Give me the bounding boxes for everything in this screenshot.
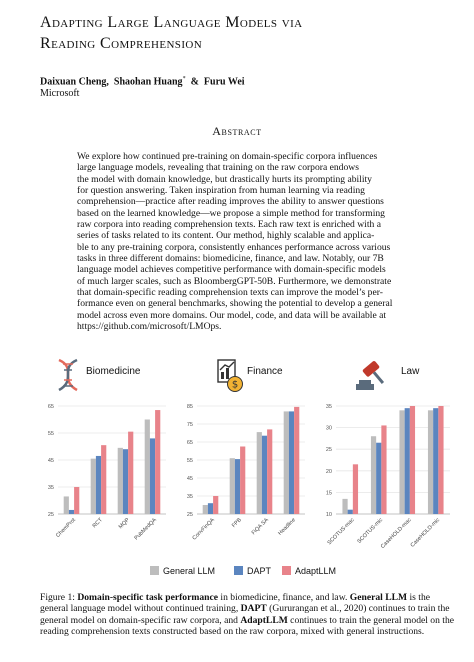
bar — [230, 458, 235, 514]
abstract-line: We explore how continued pre-training on domain-specific corpora influences — [77, 151, 378, 162]
x-tick-label: FiQA SA — [250, 517, 270, 537]
bar — [145, 420, 150, 515]
y-tick-label: 85 — [186, 404, 193, 410]
chart-title: Finance — [247, 366, 283, 377]
caption-text-2: is the general language model without continued training, — [40, 592, 431, 615]
y-tick-label: 75 — [186, 422, 193, 428]
bar — [213, 496, 218, 514]
bar — [348, 510, 353, 514]
bar — [150, 438, 155, 514]
caption-bold-3: DAPT — [240, 603, 267, 615]
caption-bold-4: AdaptLLM — [240, 614, 288, 626]
y-tick-label: 35 — [47, 485, 54, 491]
bar — [155, 410, 160, 514]
bar — [399, 410, 404, 514]
abstract-line: the model with domain knowledge, but drastically hurts its prompting ability — [77, 173, 372, 185]
chart-title: Law — [401, 366, 420, 377]
legend-swatch — [150, 566, 159, 575]
y-tick-label: 65 — [186, 440, 193, 446]
bar — [381, 425, 386, 514]
bar — [428, 410, 433, 514]
caption-number: Figure 1: — [40, 592, 75, 603]
bar — [74, 487, 79, 514]
x-tick-label: RCT — [91, 517, 104, 530]
abstract-line: comprehension—practice after reading improves the ability to answer questions — [77, 196, 384, 208]
y-tick-label: 35 — [186, 494, 193, 500]
bar — [410, 406, 415, 514]
abstract-line: for question answering. Taken inspiration from human learning via reading — [77, 185, 365, 197]
paper-title-line1: Adapting Large Language Models via — [40, 14, 303, 31]
x-tick-label: CaseHOLD-mac — [379, 517, 413, 550]
abstract-line: formance even on general benchmarks, showing the potential to develop a general — [77, 298, 393, 310]
paper-title-line2: Reading Comprehension — [40, 35, 203, 52]
bar — [208, 503, 213, 514]
affiliation: Microsoft — [40, 88, 80, 99]
x-tick-label: PubMedQA — [133, 517, 158, 542]
x-tick-label: FPB — [231, 517, 243, 529]
chart-header — [354, 358, 450, 398]
bar — [64, 496, 69, 514]
bar — [371, 436, 376, 514]
chart-title: Biomedicine — [86, 366, 141, 377]
author-3: Furu Wei — [203, 76, 245, 88]
paper-title — [40, 12, 460, 54]
bar — [284, 411, 289, 514]
legend-item-general — [150, 566, 215, 576]
y-tick-label: 20 — [325, 468, 332, 475]
author-sep: & — [190, 76, 199, 88]
abstract-line: of much larger scales, such as BloombergGPT-50B. Furthermore, we demonstrate — [77, 275, 392, 287]
bar — [91, 459, 96, 514]
y-tick-label: 55 — [186, 458, 193, 464]
y-tick-label: 45 — [186, 476, 193, 482]
abstract-line: series of tasks related to its content. Our method, highly scalable and applica- — [77, 230, 375, 242]
gavel-icon — [354, 358, 388, 392]
bar — [128, 432, 133, 514]
legend-label: AdaptLLM — [295, 566, 337, 576]
author-2: Shaohan Huang — [113, 76, 183, 88]
abstract-line: tasks in three different domains: biomedicine, finance, and law. Notably, our 7B — [77, 253, 384, 265]
bar — [235, 459, 240, 514]
legend-label: General LLM — [163, 566, 216, 576]
chart-legend — [150, 566, 450, 580]
bar — [257, 432, 262, 514]
bar — [438, 406, 443, 514]
bar — [376, 443, 381, 514]
bar — [123, 449, 128, 514]
bar — [69, 510, 74, 514]
bar — [262, 436, 267, 514]
bar — [342, 499, 347, 514]
x-tick-label: SCOTUS-mac — [326, 517, 356, 547]
caption-text-1: in biomedicine, finance, and law. — [218, 592, 350, 603]
abstract-line: raw corpora into reading comprehension texts. Each raw text is enriched with a — [77, 219, 381, 231]
legend-label: DAPT — [247, 566, 272, 576]
x-tick-label: MQP — [117, 517, 131, 531]
y-tick-label: 10 — [325, 512, 332, 518]
abstract-body — [77, 151, 398, 333]
y-tick-label: 25 — [47, 512, 54, 518]
bar — [118, 448, 123, 514]
caption-text-4: continues to train the general model on the reading comprehension texts constructed based on the raw corpora, mixed with general instructions. — [40, 614, 455, 637]
y-tick-label: 65 — [47, 404, 54, 410]
abstract-line: ble to any pre-training corpora, consistently enhances performance across various — [77, 241, 391, 253]
bar — [353, 464, 358, 514]
bar — [101, 445, 106, 514]
caption-text-3: (Gururangan et al., 2020) continues to train the general model on domain-specific raw corpora, and — [40, 603, 450, 626]
abstract-line: https://github.com/microsoft/LMOps. — [77, 321, 222, 333]
chart-header — [215, 358, 309, 398]
legend-item-adaptllm — [282, 566, 336, 576]
bar — [294, 407, 299, 514]
bar — [203, 505, 208, 514]
x-tick-label: SCOTUS-mic — [356, 517, 385, 545]
bar — [96, 456, 101, 514]
figure-caption — [40, 592, 456, 637]
y-tick-label: 55 — [47, 431, 54, 437]
abstract-line: language model achieves competitive performance with domain-specific models — [77, 264, 386, 276]
caption-bold-1: Domain-specific task performance — [77, 592, 219, 603]
y-tick-label: 45 — [47, 458, 54, 464]
abstract-line: that domain-specific reading comprehension texts can improve the model’s per- — [77, 287, 383, 299]
x-tick-label: ChemProt — [55, 517, 77, 539]
caption-bold-2: General LLM — [349, 592, 408, 603]
y-tick-label: 25 — [325, 447, 332, 454]
bar — [405, 408, 410, 514]
chart-header — [54, 358, 164, 398]
x-tick-label: Headline — [277, 517, 297, 537]
bar — [240, 447, 245, 515]
abstract-line: model across even more domains. Our model, code, and data will be available at — [77, 309, 387, 321]
abstract-line: based on the learned knowledge—we propose a simple method for transforming — [77, 207, 385, 219]
abstract-heading: Abstract — [212, 124, 262, 138]
legend-item-dapt — [234, 566, 271, 576]
legend-swatch — [282, 566, 291, 575]
money-growth-icon — [215, 358, 245, 394]
y-tick-label: 25 — [186, 512, 193, 518]
author-2-mark: * — [182, 76, 186, 82]
y-tick-label: 15 — [325, 490, 332, 497]
x-tick-label: ConvFinQA — [191, 517, 216, 542]
svg-text:$: $ — [231, 379, 239, 391]
dna-icon — [54, 358, 82, 392]
bar — [433, 408, 438, 514]
author-1: Daixuan Cheng, — [40, 76, 109, 88]
y-tick-label: 30 — [325, 425, 332, 432]
y-tick-label: 35 — [325, 404, 332, 410]
legend-swatch — [234, 566, 243, 575]
author-list — [40, 76, 245, 87]
bar — [289, 411, 294, 514]
x-tick-label: CaseHOLD-mic — [409, 517, 442, 549]
abstract-line: large language models, revealing that training on the raw corpora endows — [77, 162, 359, 174]
bar — [267, 429, 272, 514]
